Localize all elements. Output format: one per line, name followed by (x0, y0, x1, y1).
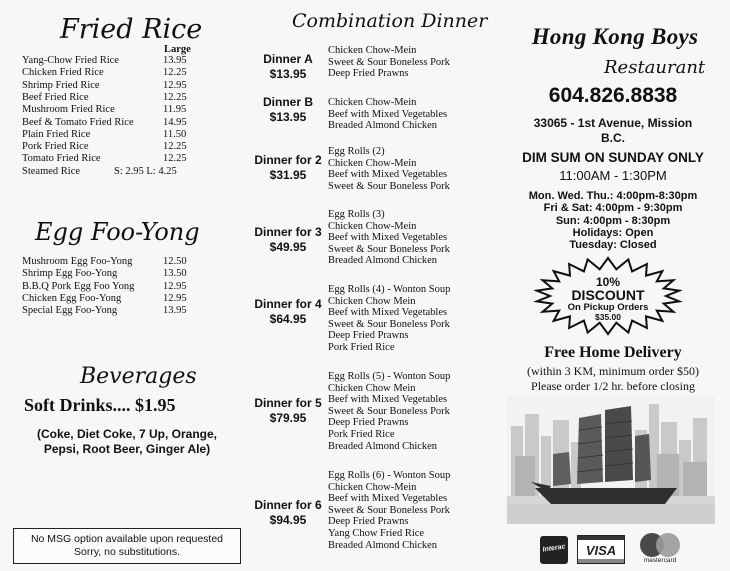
dinner-label (250, 396, 326, 426)
item-name: Shrimp Egg Foo-Yong (22, 268, 118, 280)
mastercard-circles (634, 532, 686, 558)
dinner-item: Sweet & Sour Boneless Pork (328, 318, 450, 330)
dinner-items (328, 45, 450, 80)
dinner-item: Deep Fried Prawns (328, 516, 409, 528)
item-price: 12.25 (163, 67, 187, 79)
dinner-price: $13.95 (269, 67, 307, 81)
dinner-item: Egg Rolls (4) - Wonton Soup (328, 284, 451, 295)
visa-top-bar (578, 536, 624, 540)
fried-rice-row (22, 153, 192, 165)
item-price: 14.95 (163, 116, 187, 128)
egg-foo-yong-row (22, 256, 192, 268)
dinner-name: Dinner for 6 (254, 498, 322, 512)
dinner-item: Beef with Mixed Vegetables (328, 493, 448, 505)
mastercard-text: mastercard (643, 557, 677, 564)
discount-minimum: $35.00 (595, 312, 621, 322)
fried-rice-row (22, 55, 192, 67)
dinner-item: Egg Rolls (6) - Wonton Soup (328, 470, 451, 481)
junk-boat-illustration (507, 396, 715, 524)
restaurant-name: Hong Kong Boys (531, 24, 699, 49)
interac-text: Interac (542, 543, 566, 554)
dinner-item: Chicken Chow Mein (328, 382, 416, 394)
phone-number: 604.826.8838 (548, 84, 678, 107)
visa-text: VISA (585, 543, 617, 558)
item-name: Mushroom Egg Foo-Yong (22, 256, 133, 267)
fried-rice-row (22, 117, 192, 129)
dinner-item: Breaded Almond Chicken (328, 539, 438, 551)
dinner-label (250, 297, 326, 327)
dinner-item: Deep Fried Prawns (328, 417, 409, 429)
dinner-item: Beef with Mixed Vegetables (328, 394, 448, 406)
beverages-title: Beverages (80, 364, 197, 389)
dinner-item: Sweet & Sour Boneless Pork (328, 56, 450, 68)
dinner-name: Dinner A (263, 52, 313, 66)
dinner-item: Chicken Chow-Mein (328, 97, 417, 108)
size-label: Large (164, 44, 191, 55)
dinner-item: Sweet & Sour Boneless Pork (328, 180, 450, 192)
soft-drinks-list-2: Pepsi, Root Beer, Ginger Ale) (43, 442, 211, 456)
item-price: S: 2.95 L: 4.25 (114, 166, 177, 177)
item-name: Special Egg Foo-Yong (22, 305, 118, 317)
dinner-item: Deep Fried Prawns (328, 68, 409, 80)
egg-foo-yong-row (22, 281, 192, 293)
item-price: 13.95 (163, 305, 187, 317)
discount-label: DISCOUNT (571, 287, 645, 303)
steamed-rice-row (22, 166, 192, 178)
fried-rice-title: Fried Rice (60, 14, 203, 45)
dinner-item: Sweet & Sour Boneless Pork (328, 405, 450, 417)
notice-line-2: Sorry, no substitutions. (73, 546, 181, 558)
dinner-label (250, 498, 326, 528)
fried-rice-row (22, 92, 192, 104)
dinner-item: Egg Rolls (2) (328, 146, 385, 157)
item-price: 11.95 (163, 104, 187, 116)
dinner-label (250, 225, 326, 255)
dinner-item: Beef with Mixed Vegetables (328, 108, 448, 120)
dinner-item: Chicken Chow-Mein (328, 481, 417, 493)
egg-foo-yong-row (22, 268, 192, 280)
dim-sum-notice: DIM SUM ON SUNDAY ONLY (522, 150, 704, 165)
dinner-name: Dinner B (262, 95, 313, 109)
dinner-item: Pork Fried Rice (328, 428, 395, 440)
item-name: Tomato Fried Rice (22, 153, 101, 165)
dinner-item: Egg Rolls (3) (328, 209, 385, 220)
dinner-item: Chicken Chow Mein (328, 295, 416, 307)
dinner-items (328, 209, 450, 267)
delivery-title: Free Home Delivery (544, 344, 682, 361)
dinner-item: Breaded Almond Chicken (328, 255, 438, 267)
item-name: Pork Fried Rice (22, 141, 89, 153)
egg-foo-yong-title: Egg Foo-Yong (35, 218, 200, 246)
hours-line: Mon. Wed. Thu.: 4:00pm-8:30pm (528, 190, 698, 202)
hours-line: Holidays: Open (572, 226, 654, 239)
dinner-items (328, 284, 450, 354)
item-price: 12.95 (163, 292, 187, 304)
item-name: Beef Fried Rice (22, 91, 89, 103)
dinner-items (328, 97, 447, 132)
dinner-items (328, 371, 450, 452)
dinner-item: Breaded Almond Chicken (328, 120, 438, 132)
interac-logo (540, 536, 568, 564)
fried-rice-row (22, 80, 192, 92)
delivery-line-1: (within 3 KM, minimum order $50) (527, 364, 699, 378)
address-line-1: 33065 - 1st Avenue, Mission (533, 116, 693, 130)
dinner-item: Chicken Chow-Mein (328, 220, 417, 232)
dinner-item: Beef with Mixed Vegetables (328, 169, 448, 181)
dinner-price: $31.95 (269, 168, 307, 182)
fried-rice-row (22, 129, 192, 141)
dinner-price: $94.95 (269, 513, 307, 527)
dinner-name: Dinner for 5 (254, 396, 322, 410)
fried-rice-row (22, 141, 192, 153)
hours-line: Sun: 4:00pm - 8:30pm (555, 214, 671, 227)
fried-rice-row (22, 67, 192, 79)
dinner-name: Dinner for 4 (254, 297, 322, 311)
item-name: B.B.Q Pork Egg Foo Yong (22, 280, 135, 292)
dinner-item: Sweet & Sour Boneless Pork (328, 243, 450, 255)
dinner-item: Deep Fried Prawns (328, 330, 409, 342)
item-name: Steamed Rice (22, 166, 81, 177)
dinner-item: Chicken Chow-Mein (328, 45, 417, 56)
item-name: Yang-Chow Fried Rice (22, 55, 119, 66)
visa-bottom-bar (578, 559, 624, 563)
dinner-price: $49.95 (269, 240, 307, 254)
dinner-label (250, 52, 326, 82)
item-name: Chicken Egg Foo-Yong (22, 292, 122, 304)
item-price: 12.95 (163, 79, 187, 91)
notice-line-1: No MSG option available upon requested (30, 533, 224, 545)
item-price: 11.50 (163, 128, 187, 140)
item-price: 12.95 (163, 280, 187, 292)
dinner-label (250, 153, 326, 183)
item-price: 12.25 (163, 141, 187, 153)
dim-sum-hours: 11:00AM - 1:30PM (559, 168, 667, 183)
item-name: Plain Fried Rice (22, 128, 91, 140)
dinner-item: Pork Fried Rice (328, 341, 395, 353)
delivery-line-2: Please order 1/2 hr. before closing (531, 379, 695, 393)
item-price: 12.25 (163, 91, 187, 103)
dinner-item: Sweet & Sour Boneless Pork (328, 504, 450, 516)
dinner-label (250, 95, 326, 125)
discount-percent: 10% (595, 275, 621, 289)
dinner-item: Breaded Almond Chicken (328, 440, 438, 452)
item-name: Beef & Tomato Fried Rice (22, 116, 134, 128)
dinner-item: Chicken Chow-Mein (328, 157, 417, 169)
harbor-junk-boat-image (507, 396, 715, 524)
item-price: 12.50 (163, 256, 187, 267)
discount-condition: On Pickup Orders (567, 302, 649, 313)
hours-line: Fri & Sat: 4:00pm - 9:30pm (543, 202, 683, 215)
restaurant-subtitle: Restaurant (604, 57, 706, 78)
dinner-name: Dinner for 3 (254, 225, 322, 239)
egg-foo-yong-row (22, 293, 192, 305)
egg-foo-yong-row (22, 305, 192, 317)
item-price: 13.50 (163, 268, 187, 280)
fried-rice-row (22, 104, 192, 116)
item-name: Chicken Fried Rice (22, 67, 104, 79)
dinner-name: Dinner for 2 (254, 153, 322, 167)
item-price: 12.25 (163, 153, 187, 165)
hours-line: Tuesday: Closed (569, 239, 657, 252)
dinner-price: $64.95 (269, 312, 307, 326)
visa-logo (577, 535, 625, 564)
item-name: Shrimp Fried Rice (22, 79, 100, 91)
mastercard-logo (634, 532, 686, 566)
dinner-item: Yang Chow Fried Rice (328, 527, 425, 539)
dinner-item: Egg Rolls (5) - Wonton Soup (328, 371, 451, 382)
no-msg-notice (13, 528, 241, 564)
dinner-items (328, 146, 450, 192)
combination-title: Combination Dinner (292, 10, 488, 32)
item-price: 13.95 (163, 55, 187, 66)
address-line-2: B.C. (601, 131, 625, 145)
dinner-price: $79.95 (269, 411, 307, 425)
dinner-price: $13.95 (269, 110, 307, 124)
dinner-item: Beef with Mixed Vegetables (328, 232, 448, 244)
soft-drinks-price: Soft Drinks.... $1.95 (24, 395, 176, 415)
dinner-items (328, 470, 450, 551)
discount-badge (534, 256, 682, 336)
dinner-item: Beef with Mixed Vegetables (328, 307, 448, 319)
soft-drinks-list-1: (Coke, Diet Coke, 7 Up, Orange, (36, 427, 218, 441)
item-name: Mushroom Fried Rice (22, 104, 115, 116)
